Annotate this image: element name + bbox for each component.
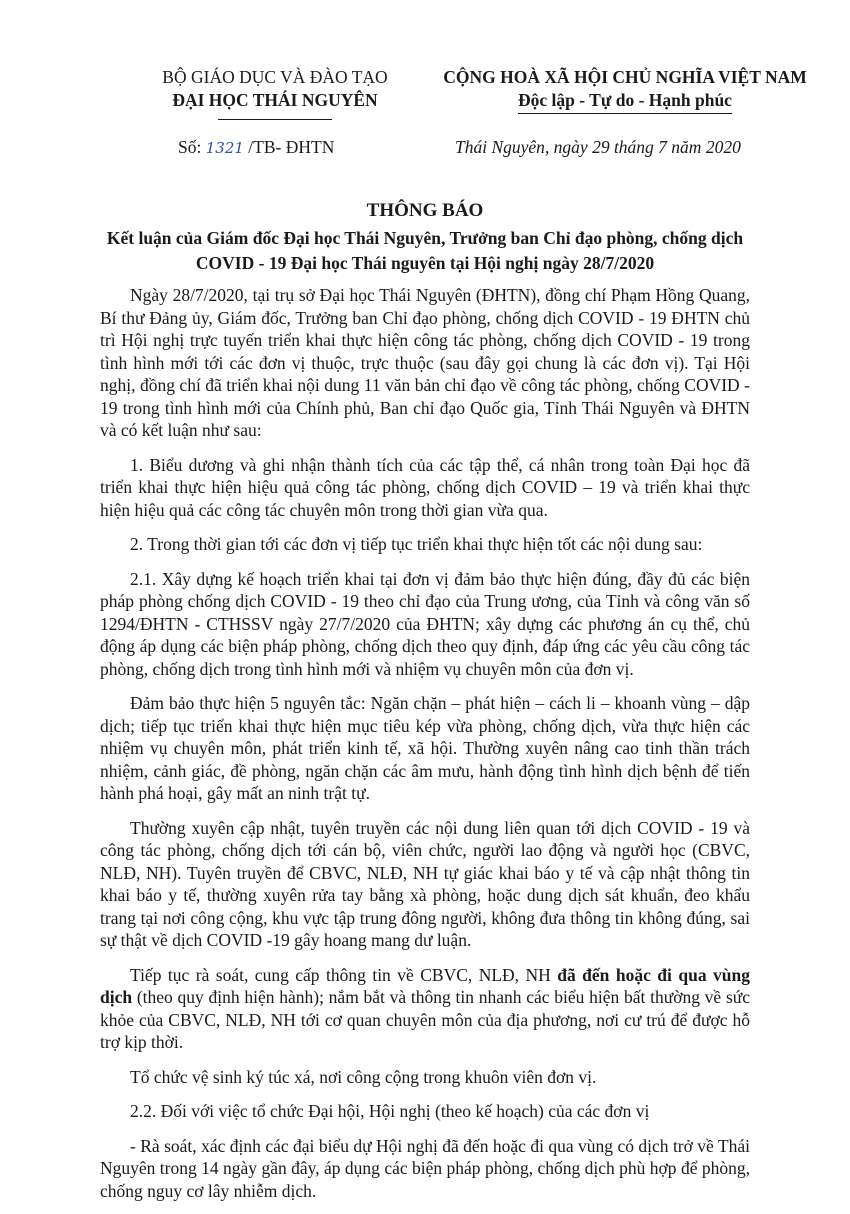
national-motto: Độc lập - Tự do - Hạnh phúc bbox=[518, 89, 732, 114]
paragraph-sanitation: Tổ chức vệ sinh ký túc xá, nơi công cộng trong khuôn viên đơn vị. bbox=[130, 1066, 597, 1087]
document-body bbox=[100, 284, 750, 1214]
doc-number-prefix: Số: bbox=[178, 137, 206, 157]
document-number bbox=[178, 137, 334, 158]
place-date: Thái Nguyên, ngày 29 tháng 7 năm 2020 bbox=[455, 137, 741, 157]
doc-number-suffix: /TB- ĐHTN bbox=[243, 137, 335, 157]
review-text-a: Tiếp tục rà soát, cung cấp thông tin về CBVC, NLĐ, NH bbox=[130, 964, 558, 985]
document-title: THÔNG BÁO bbox=[366, 200, 484, 221]
document-subtitle: Kết luận của Giám đốc Đại học Thái Nguyên, Trưởng ban Chỉ đạo phòng, chống dịch COVID - 19 Đại học Thái nguyên tại Hội nghị ngày 28/7/2020 bbox=[106, 228, 744, 273]
national-header bbox=[440, 66, 810, 114]
issuer-underline bbox=[218, 119, 332, 120]
ministry-name: BỘ GIÁO DỤC VÀ ĐÀO TẠO bbox=[162, 67, 388, 87]
paragraph-communication: Thường xuyên cập nhật, tuyên truyền các nội dung liên quan tới dịch COVID - 19 và công tác phòng, chống dịch tới cán bộ, viên chức, người lao động và người học (CBVC, NLĐ, NH). Tuyên truyền để CBVC, NLĐ, NH tự giác khai báo y tế và cập nhật thông tin khai báo y tế, thường xuyên rửa tay bằng xà phòng, hoặc dung dịch sát khuẩn, đeo khẩu trang tại nơi công cộng, khu vực tập trung đông người, không đưa thông tin không đúng, sai sự thật về dịch COVID -19 gây hoang mang dư luận. bbox=[100, 817, 750, 950]
paragraph-delegates: - Rà soát, xác định các đại biểu dự Hội nghị đã đến hoặc đi qua vùng có dịch trở về Thái Nguyên trong 14 ngày gần đây, áp dụng các biện pháp phòng, chống dịch phù hợp để phòng, chống nguy cơ lây nhiễm dịch. bbox=[100, 1135, 750, 1201]
university-name: ĐẠI HỌC THÁI NGUYÊN bbox=[172, 90, 378, 110]
paragraph-item-2-1: 2.1. Xây dựng kế hoạch triển khai tại đơn vị đảm bảo thực hiện đúng, đầy đủ các biện pháp phòng chống dịch COVID - 19 theo chỉ đạo của Trung ương, của Tỉnh và công văn số 1294/ĐHTN - CTHSSV ngày 27/7/2020 của ĐHTN; xây dựng các phương án cụ thể, chủ động áp dụng các biện pháp phòng, chống dịch theo quy định, đáp ứng các yêu cầu công tác phòng, chống dịch trong tình hình mới và nhiệm vụ chuyên môn của đơn vị. bbox=[100, 568, 750, 679]
paragraph-item-2: 2. Trong thời gian tới các đơn vị tiếp tục triển khai thực hiện tốt các nội dung sau: bbox=[130, 534, 703, 554]
paragraph-review bbox=[100, 964, 750, 1054]
issuer-block bbox=[110, 66, 440, 112]
paragraph-item-2-2: 2.2. Đối với việc tổ chức Đại hội, Hội nghị (theo kế hoạch) của các đơn vị bbox=[130, 1101, 650, 1121]
paragraph-principles: Đảm bảo thực hiện 5 nguyên tắc: Ngăn chặn – phát hiện – cách li – khoanh vùng – dập dịch; tiếp tục triển khai thực hiện mục tiêu kép vừa phòng, chống dịch, vừa thực hiện các nhiệm vụ chuyên môn, phát triển kinh tế, xã hội. Thường xuyên nâng cao tinh thần trách nhiệm, cảnh giác, đề phòng, ngăn chặn các âm mưu, hành động tình hình dịch bệnh để tiến hành phá hoại, gây mất an ninh trật tự. bbox=[100, 693, 750, 803]
review-text-b: (theo quy định hiện hành); nắm bắt và thông tin nhanh các biểu hiện bất thường về sức khỏe của CBVC, NLĐ, NH tới cơ quan chuyên môn của địa phương, nơi cư trú để được hỗ trợ kịp thời. bbox=[100, 987, 750, 1052]
paragraph-intro: Ngày 28/7/2020, tại trụ sở Đại học Thái Nguyên (ĐHTN), đồng chí Phạm Hồng Quang, Bí thư Đảng ủy, Giám đốc, Trưởng ban Chỉ đạo phòng, chống dịch COVID - 19 ĐHTN chủ trì Hội nghị trực tuyến triển khai thực hiện công tác phòng, chống dịch COVID - 19 trong tình hình mới tới các đơn vị thuộc, trực thuộc (sau đây gọi chung là các đơn vị). Tại Hội nghị, đồng chí đã triển khai nội dung 11 văn bản chỉ đạo về công tác phòng, chống COVID - 19 trong tình hình mới của Chính phủ, Ban chỉ đạo Quốc gia, Tỉnh Thái Nguyên và ĐHTN và có kết luận như sau: bbox=[100, 285, 750, 440]
review-text-bold: đã đến hoặc đi qua vùng dịch bbox=[100, 964, 750, 1007]
paragraph-item-1: 1. Biểu dương và ghi nhận thành tích của các tập thể, cá nhân trong toàn Đại học đã triển khai thực hiện hiệu quả công tác phòng, chống dịch COVID – 19 và triển khai thực hiện hiệu quả các công tác chuyên môn trong thời gian vừa qua. bbox=[100, 454, 750, 520]
country-name: CỘNG HOÀ XÃ HỘI CHỦ NGHĨA VIỆT NAM bbox=[443, 67, 807, 87]
doc-number-handwritten: 1321 bbox=[205, 139, 244, 157]
